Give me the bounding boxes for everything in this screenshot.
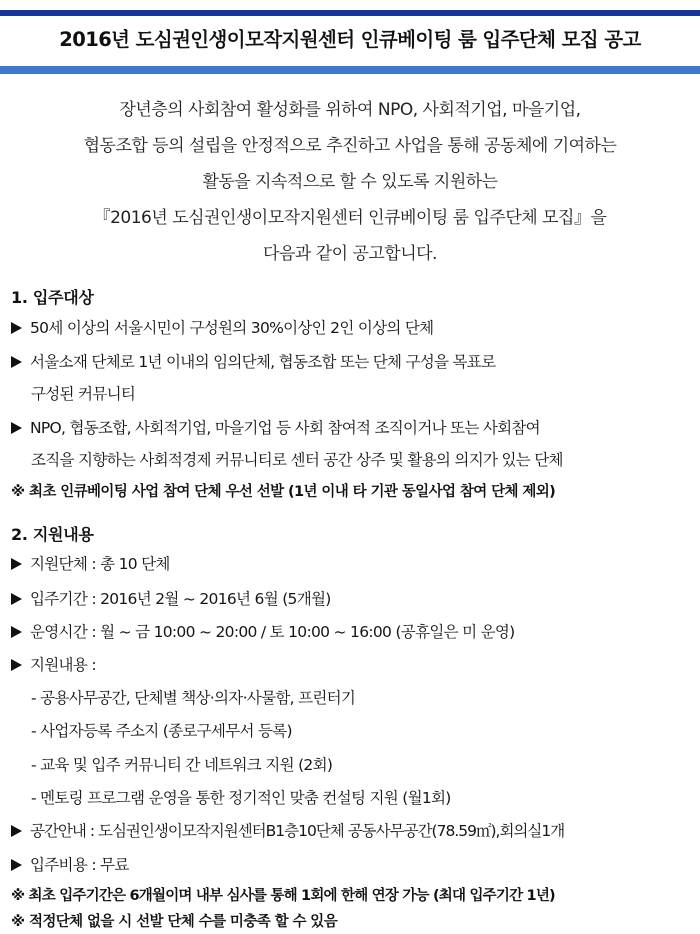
section1-heading: 1. 입주대상 [11, 288, 94, 307]
support-sub-item: - 공용사무공간, 단체별 책상·의자·사물함, 프린터기 [31, 689, 356, 707]
bullet-triangle-icon [11, 356, 22, 368]
bullet-triangle-icon [11, 593, 22, 605]
section2-item: 입주기간 : 2016년 2월 ~ 2016년 6월 (5개월) [11, 587, 331, 609]
section2-item: 공간안내 : 도심권인생이모작지원센터B1층10단체 공동사무공간(78.59㎡),회의실1개 [11, 819, 564, 841]
bullet-triangle-icon [11, 825, 22, 837]
section2-item: 운영시간 : 월 ~ 금 10:00 ~ 20:00 / 토 10:00 ~ 16:00 (공휴일은 미 운영) [11, 620, 515, 642]
header-top-bar [0, 10, 700, 16]
section1-item: 50세 이상의 서울시민이 구성원의 30%이상인 2인 이상의 단체 [11, 316, 433, 338]
section1-item-continuation: 조직을 지향하는 사회적경제 커뮤니티로 센터 공간 상주 및 활용의 의지가 있는 단체 [31, 451, 563, 469]
intro-line: 장년층의 사회참여 활성화를 위하여 NPO, 사회적기업, 마을기업, [119, 100, 581, 120]
section1-item: 서울소재 단체로 1년 이내의 임의단체, 협동조합 또는 단체 구성을 목표로 [11, 350, 495, 372]
header-bottom-bar [0, 66, 700, 74]
support-sub-item: - 교육 및 입주 커뮤니티 간 네트워크 지원 (2회) [31, 756, 333, 774]
section2-note: ※ 적정단체 없을 시 선발 단체 수를 미충족 할 수 있음 [11, 914, 338, 930]
section2-heading: 2. 지원내용 [11, 525, 94, 544]
support-sub-item: - 사업자등록 주소지 (종로구세무서 등록) [31, 722, 292, 740]
intro-line: 협동조합 등의 설립을 안정적으로 추진하고 사업을 통해 공동체에 기여하는 [83, 136, 617, 156]
bullet-triangle-icon [11, 558, 22, 570]
section1-item-continuation: 구성된 커뮤니티 [31, 385, 136, 403]
section2-item: 지원단체 : 총 10 단체 [11, 552, 170, 574]
section2-item: 지원내용 : [11, 653, 96, 675]
bullet-triangle-icon [11, 626, 22, 638]
support-sub-item: - 멘토링 프로그램 운영을 통한 정기적인 맞춤 컨설팅 지원 (월1회) [31, 789, 451, 807]
bullet-triangle-icon [11, 422, 22, 434]
section2-item: 입주비용 : 무료 [11, 853, 129, 875]
intro-paragraph [0, 92, 700, 272]
section1-item: NPO, 협동조합, 사회적기업, 마을기업 등 사회 참여적 조직이거나 또는 사회참여 [11, 416, 540, 438]
intro-line: 『2016년 도심권인생이모작지원센터 인큐베이팅 룸 입주단체 모집』을 [93, 208, 607, 228]
intro-line: 활동을 지속적으로 할 수 있도록 지원하는 [202, 172, 498, 192]
bullet-triangle-icon [11, 859, 22, 871]
page-title: 2016년 도심권인생이모작지원센터 인큐베이팅 룸 입주단체 모집 공고 [59, 28, 641, 51]
section2-note: ※ 최초 입주기간은 6개월이며 내부 심사를 통해 1회에 한해 연장 가능 (최대 입주기간 1년) [11, 888, 555, 904]
bullet-triangle-icon [11, 322, 22, 334]
intro-line: 다음과 같이 공고합니다. [263, 244, 437, 264]
section1-note: ※ 최초 인큐베이팅 사업 참여 단체 우선 선발 (1년 이내 타 기관 동일사업 참여 단체 제외) [11, 484, 556, 500]
bullet-triangle-icon [11, 659, 22, 671]
